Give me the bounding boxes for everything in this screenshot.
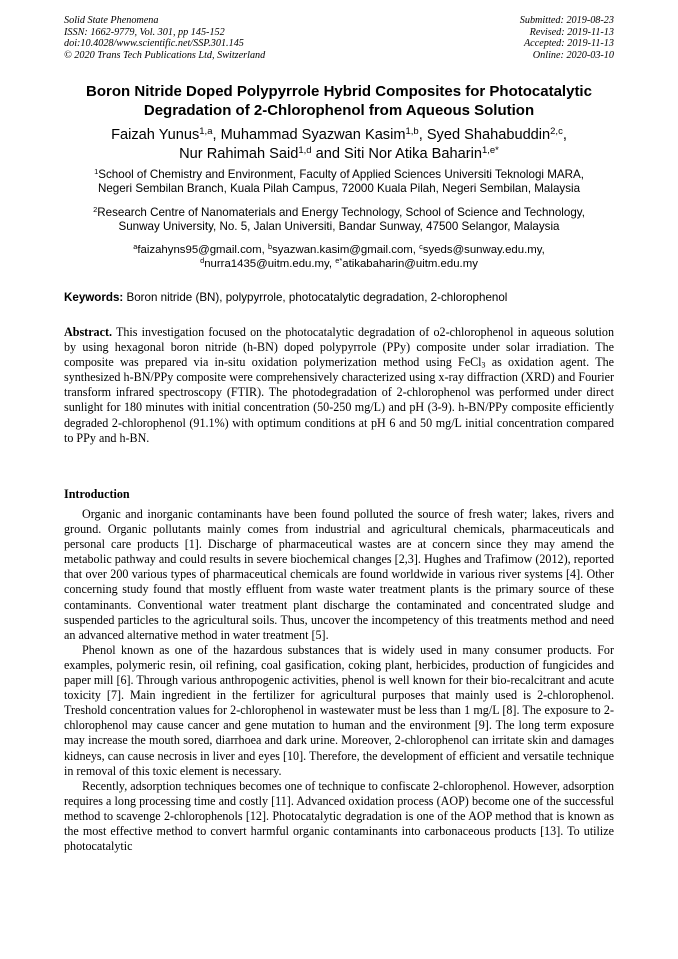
email-link[interactable]: atikabaharin@uitm.edu.my	[342, 258, 478, 271]
author-separator: ,	[212, 127, 221, 143]
title-line-2: Degradation of 2-Chlorophenol from Aqueous Solution	[143, 102, 535, 119]
author-name: Nur Rahimah Said	[179, 146, 299, 162]
affiliation-text: Negeri Sembilan Branch, Kuala Pilah Campus, 72000 Kuala Pilah, Negeri Sembilan, Malaysia	[97, 182, 581, 196]
email-mark: a	[133, 241, 138, 251]
affiliation-2	[40, 206, 638, 235]
date-submitted: Submitted: 2019-08-23	[519, 15, 614, 26]
email-mark: e*	[335, 256, 343, 266]
journal-copyright: © 2020 Trans Tech Publications Ltd, Switzerland	[64, 49, 266, 61]
date-revised: Revised: 2019-11-13	[529, 26, 614, 38]
affiliation-1	[40, 168, 638, 197]
email-link[interactable]: nurra1435@uitm.edu.my,	[204, 258, 336, 271]
affiliation-mark: 2	[93, 204, 98, 214]
email-mark: c	[419, 241, 423, 251]
journal-info	[64, 15, 265, 61]
publication-dates	[520, 15, 614, 61]
author-conjunction: and	[311, 146, 345, 162]
title-line-1: Boron Nitride Doped Polypyrrole Hybrid Composites for Photocatalytic	[86, 83, 592, 100]
author-affiliation-mark: 1,a	[199, 125, 213, 137]
introduction-body	[64, 507, 614, 854]
author-affiliation-mark: 1,b	[405, 125, 419, 137]
email-link[interactable]: syazwan.kasim@gmail.com,	[272, 244, 420, 256]
author-name: Faizah Yunus	[111, 127, 200, 143]
email-mark: d	[200, 256, 205, 266]
abstract-subscript: 3	[481, 360, 486, 370]
author-list	[40, 126, 638, 164]
abstract-label: Abstract.	[64, 325, 113, 339]
paragraph: Recently, adsorption techniques becomes one of technique to confiscate 2-chlorophenol. However, adsorption requires a long processing time and costly [11]. Advanced oxidation process (AOP) become one of the successful method to scavenge 2-chlorophenols [12]. Photocatalytic degradation is one of the AOP method that is known as the most effective method to convert harmful organic contaminants into carbonaceous products [13]. To utilize photocatalytic	[64, 778, 614, 854]
abstract-text: This investigation focused on the photocatalytic degradation of o2-chlorophenol in aqueous solution by using hexagonal boron nitride (h-BN) doped polypyrrole (PPy) composite under solar irradiation. The composite was prepared via in-situ oxidation polymerization method using FeCl	[64, 325, 614, 370]
authors-line-1	[40, 126, 638, 145]
date-online: Online: 2020-03-10	[532, 49, 614, 61]
section-heading-introduction: Introduction	[64, 487, 130, 501]
journal-name: Solid State Phenomena	[64, 15, 159, 26]
affiliation-text: Research Centre of Nanomaterials and Energy Technology, School of Science and Technology,	[97, 206, 585, 219]
abstract-text: as oxidation agent. The synthesized h-BN/PPy composite were comprehensively characterized using x-ray diffraction (XRD) and Fourier transform infrared spectroscopy (FTIR). The photodegradation of 2-chlorophenol was performed under direct sunlight for 180 minutes with initial concentration (50-250 mg/L) and pH (3-9). h-BN/PPy composite efficiently degraded 2-chlorophenol (91.1%) with optimum conditions at pH 6 and 50 mg/L initial concentration compared to PPy and h-BN.	[64, 355, 614, 445]
author-name: Syed Shahabuddin	[426, 127, 551, 143]
authors-line-2	[40, 145, 638, 164]
affiliation-mark: 1	[94, 166, 99, 176]
author-emails	[40, 243, 638, 271]
paragraph: Phenol known as one of the hazardous substances that is widely used in many consumer products. For examples, polymeric resin, oil refining, coal gasification, coking plant, herbicides, production of fungicides and paper mill [6]. Through various anthropogenic activities, phenol is well known for their bio-recalcitrant and acute toxicity [7]. Main ingredient in the fertilizer for agricultural purposes that mainly used is 2-chlorophenol. Treshold concentration values for 2-chlorophenol in wastewater must be less than 1 mg/L [8]. The exposure to 2-chlorophenol may cause cancer and gene mutation to human and the environment [9]. The long term exposure may increase the mouth sored, diarrhoea and dark urine. Moreover, 2-chlorophenol can irritate skin and damages kidneys, can cause necrosis in liver and eyes [10]. Therefore, the development of efficient and versatile technique in removal of this toxic element is necessary.	[64, 642, 614, 778]
email-link[interactable]: faizahyns95@gmail.com,	[137, 244, 268, 256]
author-affiliation-mark: 2,c	[550, 125, 563, 137]
affiliation-text: School of Chemistry and Environment, Faculty of Applied Sciences Universiti Teknologi MARA,	[98, 168, 584, 181]
journal-doi[interactable]: doi:10.4028/www.scientific.net/SSP.301.145	[64, 38, 244, 50]
abstract	[64, 325, 614, 446]
paragraph: Organic and inorganic contaminants have been found polluted the source of fresh water; lakes, rivers and ground. Organic pollutants mainly comes from industrial and agricultural chemicals, pharmaceuticals and personal care products [1]. Discharge of pharmaceutical wastes are at concern since they may amend the metabolic pathway and could results in severe biochemical changes [2,3]. Hughes and Trafimow (2012), reported that over 200 various types of pharmaceutical chemicals are found worldwide in various river systems [4]. Other concerning study found that mostly effluent from waste water treatment plants is the primary source of these contaminants. Conventional water treatment plant discharge the contaminated and concentrated sludge and suspended particles to the agricultural soils. Thus, uncover the incompetency of this treatments method and need an advanced alternative method in water treatment [5].	[64, 507, 614, 642]
author-separator: ,	[562, 127, 567, 143]
journal-issn: ISSN: 1662-9779, Vol. 301, pp 145-152	[64, 26, 225, 38]
email-link[interactable]: syeds@sunway.edu.my,	[422, 244, 545, 256]
author-name: Muhammad Syazwan Kasim	[220, 127, 406, 143]
keywords	[64, 291, 614, 305]
author-affiliation-mark: 1,d	[298, 144, 312, 156]
keywords-label: Keywords:	[64, 291, 124, 304]
author-affiliation-mark: 1,e*	[481, 144, 499, 156]
author-separator: ,	[418, 127, 427, 143]
keywords-text: Boron nitride (BN), polypyrrole, photocatalytic degradation, 2-chlorophenol	[123, 291, 508, 304]
affiliation-text: Sunway University, No. 5, Jalan Universiti, Bandar Sunway, 47500 Selangor, Malaysia	[118, 220, 560, 234]
author-name: Siti Nor Atika Baharin	[344, 146, 482, 162]
email-mark: b	[267, 241, 273, 251]
paper-title	[50, 82, 628, 120]
date-accepted: Accepted: 2019-11-13	[523, 38, 614, 50]
